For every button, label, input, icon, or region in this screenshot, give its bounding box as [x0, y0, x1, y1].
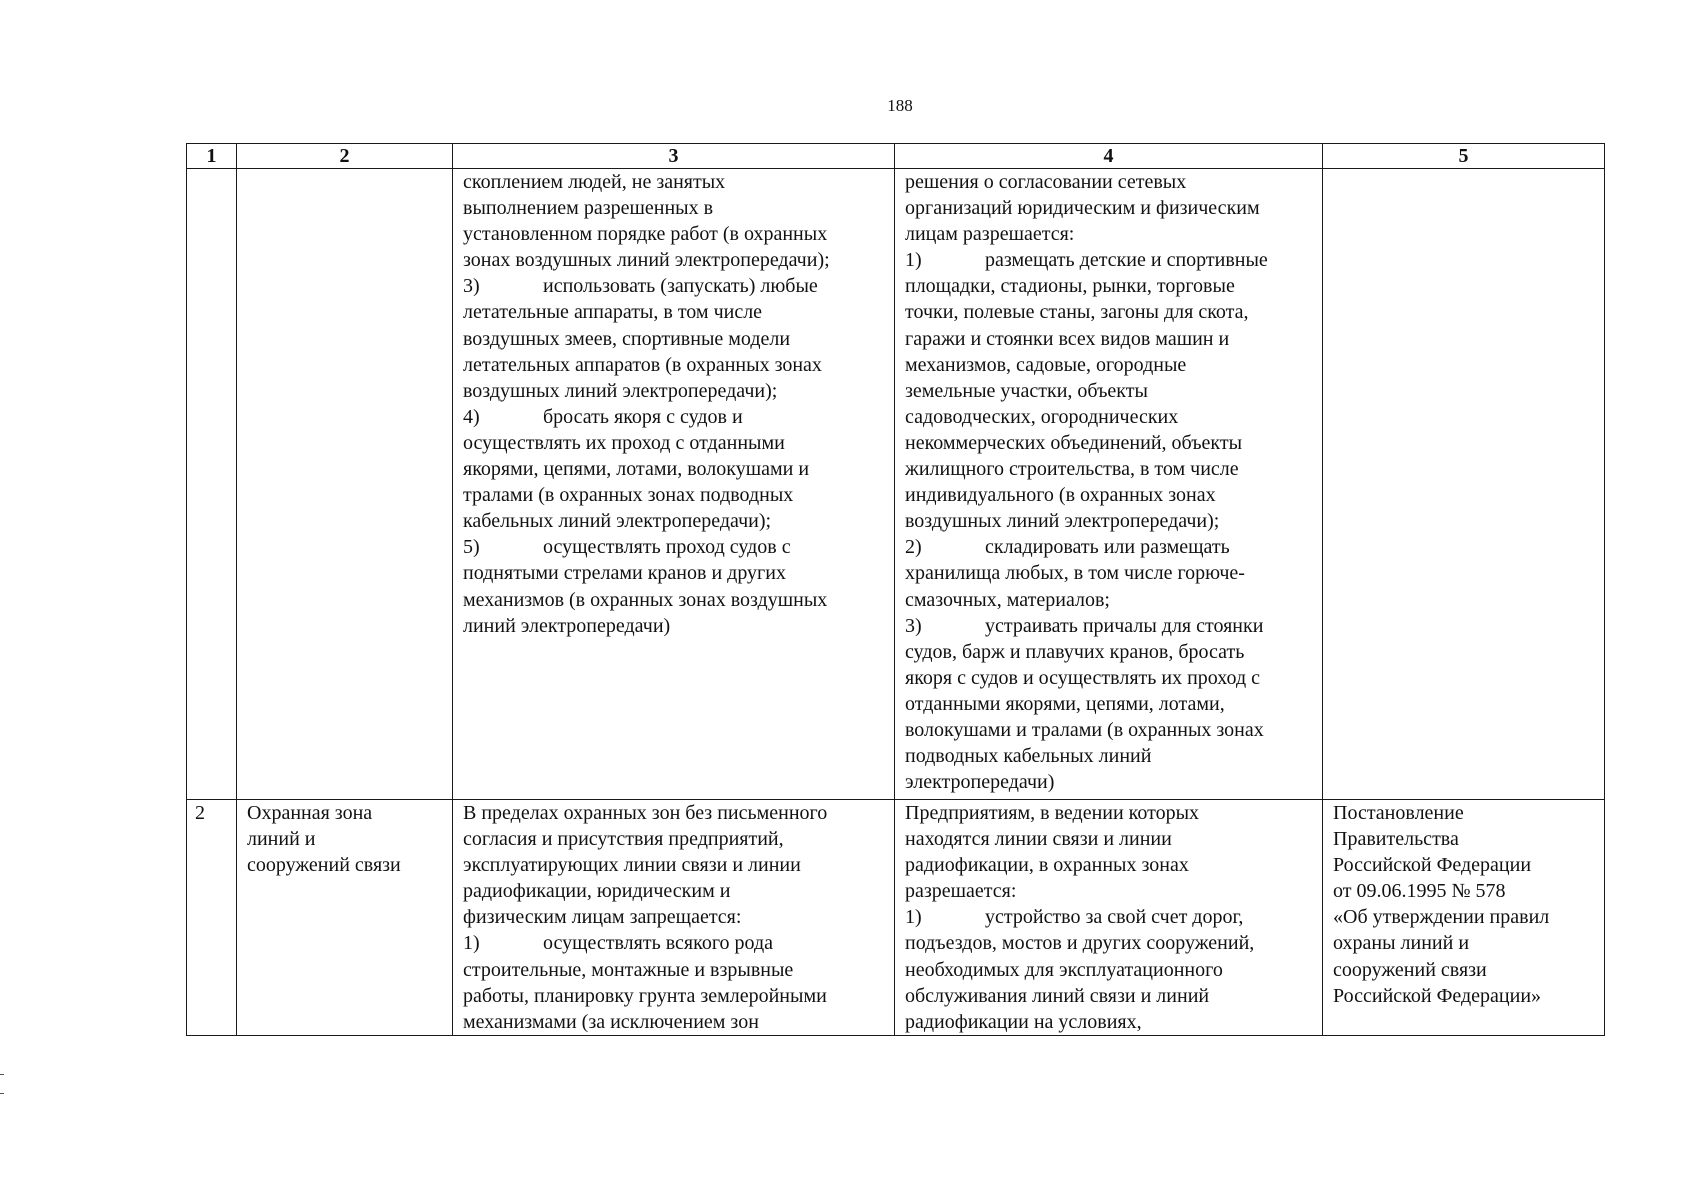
line-text: механизмов (в охранных зонах воздушных	[463, 588, 828, 611]
cell-line	[905, 169, 1314, 195]
line-text: радиофикации, в охранных зонах	[905, 854, 1189, 877]
cell-line	[247, 852, 444, 878]
cell-line	[463, 299, 886, 325]
line-text: садоводческих, огороднических	[905, 405, 1179, 428]
line-text: радиофикации, юридическим и	[463, 880, 731, 903]
line-text: находятся линии связи и линии	[905, 828, 1172, 851]
cell-line	[463, 587, 886, 613]
cell-line	[905, 560, 1314, 586]
cell-line	[1333, 930, 1596, 956]
table-cell-3	[453, 169, 895, 800]
cell-line	[463, 904, 886, 930]
line-text: бросать якоря с судов и	[543, 405, 743, 428]
line-text: обслуживания линий связи и линий	[905, 984, 1210, 1007]
line-text: якоря с судов и осуществлять их проход с	[905, 666, 1260, 689]
line-text: сооружений связи	[1333, 958, 1487, 981]
cell-line	[905, 930, 1314, 956]
cell-line	[463, 404, 886, 430]
table-row	[187, 169, 1605, 800]
line-text: В пределах охранных зон без письменного	[463, 802, 828, 824]
cell-line	[905, 221, 1314, 247]
line-text: разрешается:	[905, 880, 1017, 903]
cell-line	[463, 378, 886, 404]
column-header-1: 1	[187, 144, 237, 169]
line-text: выполнением разрешенных в	[463, 197, 714, 220]
line-text: строительные, монтажные и взрывные	[463, 958, 794, 981]
column-header-4: 4	[895, 144, 1323, 169]
line-text: согласия и присутствия предприятий,	[463, 828, 784, 851]
line-text: работы, планировку грунта землеройными	[463, 984, 827, 1007]
line-text: воздушных змеев, спортивные модели	[463, 327, 791, 350]
line-text: зонах воздушных линий электропередачи);	[463, 249, 830, 272]
line-text: охраны линий и	[1333, 932, 1470, 955]
list-item-number: 5)	[463, 536, 480, 559]
table-cell-1: 2	[187, 800, 237, 1036]
cell-line	[905, 800, 1314, 826]
line-text: электропередачи)	[905, 771, 1055, 794]
cell-line	[463, 195, 886, 221]
table-header-row	[187, 144, 1605, 169]
line-text: линий электропередачи)	[463, 614, 671, 637]
line-text: физическим лицам запрещается:	[463, 906, 742, 929]
line-text: от 09.06.1995 № 578	[1333, 880, 1506, 903]
cell-line	[905, 717, 1314, 743]
cell-line	[463, 169, 886, 195]
cell-line	[463, 983, 886, 1009]
cell-line	[905, 743, 1314, 769]
cell-line	[463, 456, 886, 482]
line-text: хранилища любых, в том числе горюче-	[905, 562, 1245, 585]
table-body	[187, 169, 1605, 1036]
cell-line	[905, 852, 1314, 878]
list-item-number: 3)	[905, 614, 922, 637]
cell-line	[463, 482, 886, 508]
cell-line	[905, 769, 1314, 795]
line-text: воздушных линий электропередачи);	[905, 510, 1220, 533]
line-text: подводных кабельных линий	[905, 745, 1152, 768]
line-text: «Об утверждении правил	[1333, 906, 1550, 929]
list-item-number: 2)	[905, 536, 922, 559]
line-text: Российской Федерации»	[1333, 984, 1542, 1007]
line-text: судов, барж и плавучих кранов, бросать	[905, 640, 1245, 663]
line-text: площадки, стадионы, рынки, торговые	[905, 275, 1235, 298]
column-header-5: 5	[1323, 144, 1605, 169]
line-text: Предприятиям, в ведении которых	[905, 802, 1200, 824]
regulation-table	[186, 143, 1605, 1036]
cell-line	[247, 800, 444, 826]
cell-line	[1333, 800, 1596, 826]
table-row	[187, 800, 1605, 1036]
cell-line	[463, 800, 886, 826]
list-item-number: 1)	[905, 906, 922, 929]
cell-line	[463, 430, 886, 456]
cell-line	[905, 247, 1314, 273]
cell-line	[463, 273, 886, 299]
line-text: волокушами и тралами (в охранных зонах	[905, 718, 1264, 741]
line-text: лицам разрешается:	[905, 223, 1075, 246]
table-cell-3	[453, 800, 895, 1036]
cell-line	[1333, 878, 1596, 904]
list-item-number: 4)	[463, 405, 480, 428]
line-text: поднятыми стрелами кранов и других	[463, 562, 786, 585]
cell-line	[905, 456, 1314, 482]
cell-line	[905, 983, 1314, 1009]
scan-edge-mark	[0, 1074, 4, 1094]
cell-line	[905, 352, 1314, 378]
line-text: эксплуатирующих линии связи и линии	[463, 854, 801, 877]
cell-line	[905, 195, 1314, 221]
cell-line	[1333, 957, 1596, 983]
line-text: осуществлять проход судов с	[543, 536, 791, 559]
cell-line	[463, 326, 886, 352]
line-text: использовать (запускать) любые	[543, 275, 818, 298]
list-item-number: 1)	[463, 932, 480, 955]
cell-line	[905, 508, 1314, 534]
cell-line	[1333, 983, 1596, 1009]
line-text: размещать детские и спортивные	[985, 249, 1268, 272]
line-text: якорями, цепями, лотами, волокушами и	[463, 458, 810, 481]
line-text: механизмами (за исключением зон	[463, 1010, 759, 1033]
line-text: земельные участки, объекты	[905, 379, 1148, 402]
line-text: жилищного строительства, в том числе	[905, 458, 1239, 481]
cell-line	[247, 826, 444, 852]
list-item-number: 1)	[905, 249, 922, 272]
line-text: осуществлять всякого рода	[543, 932, 774, 955]
cell-line	[905, 1009, 1314, 1035]
line-text: Охранная зона	[247, 802, 373, 824]
line-text: скоплением людей, не занятых	[463, 171, 726, 193]
cell-line	[905, 378, 1314, 404]
line-text: подъездов, мостов и других сооружений,	[905, 932, 1255, 955]
line-text: установленном порядке работ (в охранных	[463, 223, 828, 246]
cell-line	[463, 957, 886, 983]
line-text: гаражи и стоянки всех видов машин и	[905, 327, 1230, 350]
line-text: Постановление	[1333, 802, 1464, 824]
line-text: летательные аппараты, в том числе	[463, 301, 763, 324]
line-text: воздушных линий электропередачи);	[463, 379, 778, 402]
cell-line	[905, 826, 1314, 852]
table-cell-4	[895, 800, 1323, 1036]
line-text: точки, полевые станы, загоны для скота,	[905, 301, 1249, 324]
column-header-3: 3	[453, 144, 895, 169]
cell-line	[463, 613, 886, 639]
cell-line	[463, 826, 886, 852]
line-text: отданными якорями, цепями, лотами,	[905, 692, 1225, 715]
cell-line	[463, 930, 886, 956]
cell-line	[905, 534, 1314, 560]
list-item-number: 3)	[463, 275, 480, 298]
cell-line	[905, 430, 1314, 456]
cell-line	[463, 221, 886, 247]
cell-line	[905, 665, 1314, 691]
cell-line	[1333, 826, 1596, 852]
cell-line	[905, 326, 1314, 352]
line-text: тралами (в охранных зонах подводных	[463, 484, 794, 507]
table-cell-2	[237, 169, 453, 800]
table-cell-4	[895, 169, 1323, 800]
line-text: необходимых для эксплуатационного	[905, 958, 1223, 981]
cell-line	[463, 1009, 886, 1035]
cell-line	[463, 247, 886, 273]
line-text: осуществлять их проход с отданными	[463, 431, 785, 454]
line-text: Российской Федерации	[1333, 854, 1532, 877]
line-text: летательных аппаратов (в охранных зонах	[463, 353, 822, 376]
line-text: радиофикации на условиях,	[905, 1010, 1142, 1033]
line-text: смазочных, материалов;	[905, 588, 1110, 611]
line-text: сооружений связи	[247, 854, 401, 877]
cell-line	[463, 352, 886, 378]
line-text: некоммерческих объединений, объекты	[905, 431, 1243, 454]
cell-line	[905, 273, 1314, 299]
cell-line	[905, 691, 1314, 717]
line-text: линий и	[247, 828, 316, 851]
line-text: организаций юридическим и физическим	[905, 197, 1260, 220]
cell-line	[905, 482, 1314, 508]
cell-line	[905, 299, 1314, 325]
cell-line	[463, 508, 886, 534]
cell-line	[905, 904, 1314, 930]
cell-line	[905, 587, 1314, 613]
line-text: решения о согласовании сетевых	[905, 171, 1187, 193]
column-header-2: 2	[237, 144, 453, 169]
table-cell-5	[1323, 169, 1605, 800]
line-text: кабельных линий электропередачи);	[463, 510, 772, 533]
cell-line	[905, 613, 1314, 639]
cell-line	[905, 957, 1314, 983]
cell-line	[905, 404, 1314, 430]
line-text: складировать или размещать	[985, 536, 1230, 559]
page-number: 188	[887, 96, 913, 115]
line-text: устраивать причалы для стоянки	[985, 614, 1264, 637]
cell-line	[905, 639, 1314, 665]
table-cell-1	[187, 169, 237, 800]
cell-line	[463, 878, 886, 904]
table-cell-5	[1323, 800, 1605, 1036]
line-text: индивидуального (в охранных зонах	[905, 484, 1216, 507]
cell-line	[1333, 852, 1596, 878]
cell-line	[463, 560, 886, 586]
line-text: механизмов, садовые, огородные	[905, 353, 1187, 376]
table-cell-2	[237, 800, 453, 1036]
line-text: Правительства	[1333, 828, 1459, 851]
cell-line	[1333, 904, 1596, 930]
cell-line	[905, 878, 1314, 904]
cell-line	[463, 852, 886, 878]
cell-line	[463, 534, 886, 560]
line-text: устройство за свой счет дорог,	[985, 906, 1244, 929]
